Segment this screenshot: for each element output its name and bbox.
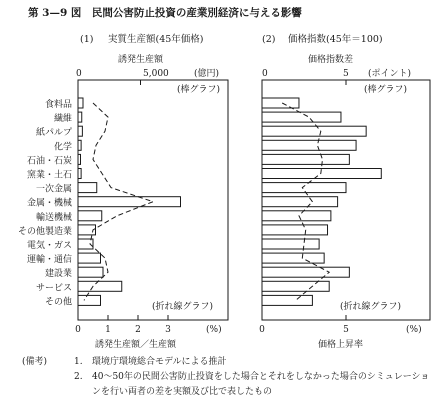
note-row-2 <box>22 370 432 400</box>
category-label-15: その他 <box>44 297 72 308</box>
p2-bar-2 <box>262 112 341 122</box>
panel-2-top-ticks <box>262 80 346 85</box>
panel-1-top-ticks <box>78 80 141 85</box>
p1-bar-3 <box>78 126 82 136</box>
category-label-1: 食料品 <box>44 100 72 110</box>
panel-1-bar-legend: (棒グラフ) <box>177 85 221 95</box>
panel-2-top-tick-5: 5 <box>343 69 349 79</box>
p1-bottom-tick-label-2: 2 <box>135 325 141 335</box>
category-label-14: サービス <box>35 283 72 294</box>
panel-2 <box>259 33 430 350</box>
p1-bar-11 <box>78 239 93 249</box>
panel-2-bottom-axis-unit: (%) <box>406 325 422 335</box>
p1-bottom-tick-label-0: 0 <box>75 325 81 335</box>
p1-bar-12 <box>78 253 101 263</box>
category-label-10: その他製造業 <box>17 226 72 237</box>
panel-1-bottom-axis-unit: (%) <box>206 325 222 335</box>
p2-bar-10 <box>262 225 328 235</box>
panel-2-top-axis-label: 価格指数差 <box>308 55 354 65</box>
p2-bar-8 <box>262 197 338 207</box>
p2-bar-12 <box>262 253 324 263</box>
p2-bottom-tick-label-0: 0 <box>259 325 265 335</box>
p2-bar-9 <box>262 211 331 221</box>
p1-bottom-tick-label-3: 3 <box>165 325 171 335</box>
panel-1-bottom-ticks <box>78 315 168 320</box>
panel-1-bottom-axis-label: 誘発生産額／生産額 <box>95 340 177 350</box>
category-label-3: 紙パルプ <box>35 128 72 139</box>
p2-bar-3 <box>262 126 366 136</box>
category-label-2: 繊維 <box>53 114 72 125</box>
panel-2-title: 価格指数(45年＝100) <box>288 34 383 45</box>
panel-2-top-tick-0: 0 <box>262 69 268 79</box>
category-label-4: 化学 <box>53 142 72 153</box>
panel-2-bottom-ticks <box>262 315 346 320</box>
p1-bar-2 <box>78 112 82 122</box>
p2-bar-4 <box>262 140 356 150</box>
p1-bar-14 <box>78 281 122 291</box>
panel-1-title: 実質生産額(45年価格) <box>108 34 204 45</box>
note-1-text: 環境庁環境総合モデルによる推計 <box>92 357 227 367</box>
panel-1-bottom-tick-labels <box>75 325 171 335</box>
panel-2-bottom-tick-labels <box>259 325 349 335</box>
panel-2-line-legend: (折れ線グラフ) <box>340 302 402 312</box>
panel-1 <box>18 33 228 350</box>
p1-bar-1 <box>78 98 83 108</box>
p2-bar-15 <box>262 295 312 305</box>
category-label-5: 石油・石炭 <box>26 156 72 167</box>
panel-2-bottom-axis-label: 価格上昇率 <box>318 340 364 350</box>
p2-bar-7 <box>262 183 346 193</box>
category-label-11: 電気・ガス <box>26 241 72 251</box>
note-2-number: 2. <box>74 372 83 382</box>
category-label-13: 建設業 <box>44 269 72 280</box>
panel-2-top-axis-unit: (ポイント) <box>368 69 412 79</box>
figure-title: 第 3—9 図 民間公害防止投資の産業別経済に与える影響 <box>28 7 302 19</box>
note-row-1 <box>22 355 432 370</box>
notes-label: (備考) <box>22 357 48 367</box>
p1-bar-9 <box>78 211 102 221</box>
p1-bar-13 <box>78 267 103 277</box>
p1-bar-8 <box>78 197 181 207</box>
category-label-9: 輸送機械 <box>35 212 72 223</box>
panel-1-bars <box>78 98 181 305</box>
panel-1-top-tick-0: 0 <box>76 69 82 79</box>
p2-bar-11 <box>262 239 319 249</box>
category-label-8: 金属・機械 <box>26 198 72 209</box>
p1-bar-4 <box>78 140 81 150</box>
panel-2-bars <box>262 98 381 305</box>
panel-2-bar-legend: (棒グラフ) <box>364 85 408 95</box>
p1-bar-7 <box>78 183 97 193</box>
p1-bottom-tick-label-1: 1 <box>105 325 111 335</box>
note-2-text: 40～50年の民間公害防止投資をした場合とそれをしなかった場合のシミュレーションを行い両者の差を実額及び比で表したもの <box>92 372 430 397</box>
p1-bar-5 <box>78 154 81 164</box>
category-label-7: 一次金属 <box>35 184 72 195</box>
panel-1-line-legend: (折れ線グラフ) <box>152 302 214 312</box>
p2-bar-1 <box>262 98 299 108</box>
category-label-12: 運輸・通信 <box>26 255 72 266</box>
note-1-number: 1. <box>74 357 83 367</box>
p2-bar-13 <box>262 267 349 277</box>
panel-1-category-labels <box>18 98 72 307</box>
p1-bar-15 <box>78 295 101 305</box>
notes <box>22 355 432 400</box>
panel-1-top-axis-unit: (億円) <box>194 69 220 79</box>
p2-bar-14 <box>262 281 329 291</box>
p2-bar-5 <box>262 154 349 164</box>
panel-1-top-axis-label: 誘発生産額 <box>118 55 164 65</box>
p2-bottom-tick-label-1: 5 <box>343 325 349 335</box>
panel-2-number: (2) <box>262 34 276 45</box>
panel-1-number: (1) <box>80 34 94 45</box>
p1-bar-6 <box>78 169 81 179</box>
category-label-6: 窯業・土石 <box>26 170 72 181</box>
panel-1-top-tick-5000: 5,000 <box>143 69 169 79</box>
